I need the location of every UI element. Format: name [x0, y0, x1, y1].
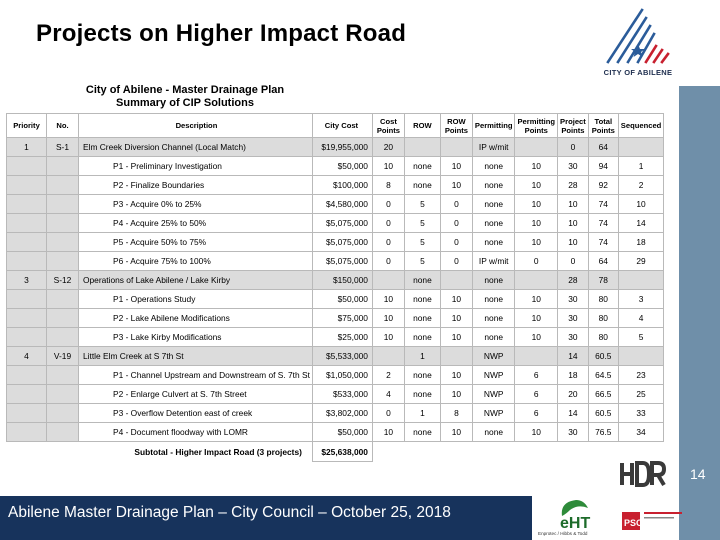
- cell-row: none: [404, 423, 440, 442]
- cell-project-points: 10: [558, 195, 589, 214]
- cell-total-points: 74: [588, 214, 618, 233]
- cell-permitting: none: [472, 328, 515, 347]
- cell-no: S-1: [47, 138, 79, 157]
- cell-priority: [7, 404, 47, 423]
- cell-permitting-points: 10: [515, 195, 558, 214]
- project-row: [7, 347, 664, 366]
- cell-cost-points: 10: [372, 423, 404, 442]
- subtotal-label: Subtotal - Higher Impact Road (3 projects): [7, 442, 313, 462]
- cell-row-points: 0: [440, 195, 472, 214]
- cell-permitting: NWP: [472, 347, 515, 366]
- subtotal-row: [7, 442, 664, 462]
- cell-row: none: [404, 385, 440, 404]
- project-row: [7, 138, 664, 157]
- cell-description: Elm Creek Diversion Channel (Local Match): [79, 138, 313, 157]
- cell-city-cost: $3,802,000: [312, 404, 372, 423]
- cell-no: [47, 157, 79, 176]
- phase-row: [7, 404, 664, 423]
- cell-permitting: none: [472, 233, 515, 252]
- cell-priority: [7, 385, 47, 404]
- cell-permitting-points: [515, 138, 558, 157]
- cell-no: V-19: [47, 347, 79, 366]
- cell-row-points: 10: [440, 176, 472, 195]
- subtotal-spacer: [372, 442, 663, 462]
- header-cost-points: Cost Points: [372, 114, 404, 138]
- cell-project-points: 30: [558, 157, 589, 176]
- cell-permitting-points: 10: [515, 214, 558, 233]
- cell-sequenced: 10: [618, 195, 664, 214]
- cell-row: 1: [404, 347, 440, 366]
- cell-permitting: none: [472, 271, 515, 290]
- cell-sequenced: 3: [618, 290, 664, 309]
- cell-total-points: 76.5: [588, 423, 618, 442]
- cell-city-cost: $1,050,000: [312, 366, 372, 385]
- cell-city-cost: $50,000: [312, 423, 372, 442]
- cell-row: none: [404, 290, 440, 309]
- cell-project-points: 14: [558, 347, 589, 366]
- table-header-row: [7, 114, 664, 138]
- cell-cost-points: 0: [372, 252, 404, 271]
- cell-city-cost: $150,000: [312, 271, 372, 290]
- cell-sequenced: 14: [618, 214, 664, 233]
- cell-sequenced: 33: [618, 404, 664, 423]
- cell-cost-points: 20: [372, 138, 404, 157]
- cell-row: 5: [404, 233, 440, 252]
- subtotal-value: $25,638,000: [312, 442, 372, 462]
- cell-sequenced: 29: [618, 252, 664, 271]
- cell-cost-points: 4: [372, 385, 404, 404]
- cell-permitting-points: 10: [515, 309, 558, 328]
- cell-row-points: 10: [440, 157, 472, 176]
- cell-permitting: none: [472, 195, 515, 214]
- cell-city-cost: $100,000: [312, 176, 372, 195]
- cell-sequenced: [618, 347, 664, 366]
- plan-subtitle: Summary of CIP Solutions: [116, 97, 254, 109]
- cell-no: [47, 290, 79, 309]
- cell-total-points: 78: [588, 271, 618, 290]
- phase-row: [7, 176, 664, 195]
- phase-row: [7, 309, 664, 328]
- header-description: Description: [79, 114, 313, 138]
- cell-city-cost: $25,000: [312, 328, 372, 347]
- cell-total-points: 60.5: [588, 404, 618, 423]
- header-sequenced: Sequenced: [618, 114, 664, 138]
- cell-permitting: IP w/mit: [472, 138, 515, 157]
- cell-description: P2 - Enlarge Culvert at S. 7th Street: [79, 385, 313, 404]
- cell-sequenced: 1: [618, 157, 664, 176]
- cell-total-points: 64.5: [588, 366, 618, 385]
- cell-row: [404, 138, 440, 157]
- phase-row: [7, 252, 664, 271]
- table-body: [7, 138, 664, 442]
- cell-description: P6 - Acquire 75% to 100%: [79, 252, 313, 271]
- cell-row-points: 10: [440, 328, 472, 347]
- cip-table-container: [6, 113, 664, 462]
- cell-row-points: [440, 138, 472, 157]
- slide-title: Projects on Higher Impact Road: [36, 20, 407, 47]
- phase-row: [7, 366, 664, 385]
- phase-row: [7, 423, 664, 442]
- cell-permitting: none: [472, 176, 515, 195]
- cell-row-points: [440, 347, 472, 366]
- cell-total-points: 60.5: [588, 347, 618, 366]
- cell-description: P2 - Finalize Boundaries: [79, 176, 313, 195]
- phase-row: [7, 214, 664, 233]
- cell-cost-points: 8: [372, 176, 404, 195]
- cell-description: P4 - Document floodway with LOMR: [79, 423, 313, 442]
- cell-description: P3 - Overflow Detention east of creek: [79, 404, 313, 423]
- cell-row-points: 0: [440, 252, 472, 271]
- cell-sequenced: [618, 138, 664, 157]
- hdr-logo-icon: [618, 461, 666, 487]
- cell-city-cost: $75,000: [312, 309, 372, 328]
- cell-permitting-points: 10: [515, 423, 558, 442]
- cell-row: none: [404, 309, 440, 328]
- cell-project-points: 14: [558, 404, 589, 423]
- cell-no: [47, 176, 79, 195]
- cell-row: 5: [404, 252, 440, 271]
- svg-text:eHT: eHT: [560, 515, 591, 532]
- header-permitting-points: Permitting Points: [515, 114, 558, 138]
- cell-city-cost: $5,533,000: [312, 347, 372, 366]
- cell-project-points: 28: [558, 271, 589, 290]
- cell-cost-points: 0: [372, 214, 404, 233]
- cell-total-points: 80: [588, 290, 618, 309]
- cell-no: [47, 195, 79, 214]
- cell-row-points: 10: [440, 385, 472, 404]
- cell-priority: [7, 309, 47, 328]
- cell-sequenced: 5: [618, 328, 664, 347]
- cell-no: [47, 328, 79, 347]
- phase-row: [7, 290, 664, 309]
- cell-city-cost: $4,580,000: [312, 195, 372, 214]
- cell-project-points: 10: [558, 233, 589, 252]
- cell-description: P1 - Operations Study: [79, 290, 313, 309]
- cell-total-points: 66.5: [588, 385, 618, 404]
- cell-description: P2 - Lake Abilene Modifications: [79, 309, 313, 328]
- cell-sequenced: 4: [618, 309, 664, 328]
- plan-header: [60, 84, 310, 110]
- cell-project-points: 0: [558, 138, 589, 157]
- cell-permitting: none: [472, 157, 515, 176]
- cell-priority: [7, 366, 47, 385]
- cell-permitting: none: [472, 290, 515, 309]
- cell-row: none: [404, 271, 440, 290]
- cell-description: P5 - Acquire 50% to 75%: [79, 233, 313, 252]
- cell-row: none: [404, 157, 440, 176]
- cell-total-points: 80: [588, 328, 618, 347]
- cell-priority: [7, 290, 47, 309]
- cell-permitting: IP w/mit: [472, 252, 515, 271]
- cell-no: [47, 233, 79, 252]
- cell-cost-points: [372, 271, 404, 290]
- cell-total-points: 80: [588, 309, 618, 328]
- cell-cost-points: [372, 347, 404, 366]
- cell-no: [47, 404, 79, 423]
- cell-city-cost: $5,075,000: [312, 214, 372, 233]
- cell-permitting-points: 6: [515, 404, 558, 423]
- cell-row: 5: [404, 195, 440, 214]
- cell-sequenced: 23: [618, 366, 664, 385]
- cell-row: 5: [404, 214, 440, 233]
- cell-priority: 3: [7, 271, 47, 290]
- cell-cost-points: 10: [372, 290, 404, 309]
- cell-total-points: 64: [588, 252, 618, 271]
- cell-row-points: 0: [440, 233, 472, 252]
- cell-project-points: 30: [558, 423, 589, 442]
- cell-row: 1: [404, 404, 440, 423]
- cip-summary-table: [6, 113, 664, 462]
- cell-city-cost: $50,000: [312, 157, 372, 176]
- header-city-cost: City Cost: [312, 114, 372, 138]
- cell-row-points: 0: [440, 214, 472, 233]
- cell-permitting: NWP: [472, 366, 515, 385]
- header-total-points: Total Points: [588, 114, 618, 138]
- header-priority: Priority: [7, 114, 47, 138]
- eht-logo-icon: [554, 498, 600, 534]
- footer-bar: [0, 496, 532, 540]
- cell-priority: [7, 195, 47, 214]
- cell-permitting: NWP: [472, 404, 515, 423]
- city-of-abilene-logo-text: CITY OF ABILENE: [603, 68, 673, 77]
- cell-priority: [7, 423, 47, 442]
- cell-description: P3 - Lake Kirby Modifications: [79, 328, 313, 347]
- cell-project-points: 18: [558, 366, 589, 385]
- cell-row-points: 10: [440, 423, 472, 442]
- psc-logo-icon: [620, 506, 684, 532]
- cell-priority: 1: [7, 138, 47, 157]
- cell-row: none: [404, 366, 440, 385]
- cell-description: P4 - Acquire 25% to 50%: [79, 214, 313, 233]
- cell-row: none: [404, 176, 440, 195]
- cell-sequenced: 2: [618, 176, 664, 195]
- cell-row-points: 8: [440, 404, 472, 423]
- cell-project-points: 30: [558, 309, 589, 328]
- header-project-points: Project Points: [558, 114, 589, 138]
- cell-description: P1 - Channel Upstream and Downstream of S. 7th St: [79, 366, 313, 385]
- cell-city-cost: $5,075,000: [312, 233, 372, 252]
- cell-priority: [7, 176, 47, 195]
- cell-project-points: 0: [558, 252, 589, 271]
- cell-permitting-points: 10: [515, 157, 558, 176]
- cell-permitting-points: 6: [515, 385, 558, 404]
- eht-logo-caption: Enprotec / Hibbs & Todd: [538, 531, 588, 536]
- cell-cost-points: 10: [372, 328, 404, 347]
- cell-sequenced: 34: [618, 423, 664, 442]
- cell-sequenced: 18: [618, 233, 664, 252]
- cell-description: Operations of Lake Abilene / Lake Kirby: [79, 271, 313, 290]
- cell-project-points: 28: [558, 176, 589, 195]
- cell-sequenced: 25: [618, 385, 664, 404]
- cell-permitting-points: [515, 347, 558, 366]
- phase-row: [7, 233, 664, 252]
- cell-permitting: none: [472, 423, 515, 442]
- cell-permitting: NWP: [472, 385, 515, 404]
- cell-total-points: 74: [588, 233, 618, 252]
- plan-title: City of Abilene - Master Drainage Plan: [85, 84, 285, 96]
- slide-number: 14: [690, 466, 706, 482]
- cell-total-points: 94: [588, 157, 618, 176]
- cell-cost-points: 0: [372, 195, 404, 214]
- cell-cost-points: 2: [372, 366, 404, 385]
- cell-city-cost: $533,000: [312, 385, 372, 404]
- cell-priority: [7, 214, 47, 233]
- cell-cost-points: 0: [372, 404, 404, 423]
- cell-description: P3 - Acquire 0% to 25%: [79, 195, 313, 214]
- cell-no: [47, 252, 79, 271]
- header-permitting: Permitting: [472, 114, 515, 138]
- cell-permitting: none: [472, 214, 515, 233]
- cell-no: [47, 385, 79, 404]
- header-row-points: ROW Points: [440, 114, 472, 138]
- phase-row: [7, 385, 664, 404]
- cell-permitting-points: 10: [515, 176, 558, 195]
- cell-cost-points: 10: [372, 157, 404, 176]
- cell-sequenced: [618, 271, 664, 290]
- cell-description: Little Elm Creek at S 7th St: [79, 347, 313, 366]
- cell-project-points: 30: [558, 290, 589, 309]
- cell-permitting-points: 0: [515, 252, 558, 271]
- cell-permitting-points: 10: [515, 290, 558, 309]
- cell-row: none: [404, 328, 440, 347]
- cell-cost-points: 10: [372, 309, 404, 328]
- cell-total-points: 64: [588, 138, 618, 157]
- project-row: [7, 271, 664, 290]
- cell-row-points: 10: [440, 309, 472, 328]
- cell-priority: [7, 252, 47, 271]
- cell-row-points: [440, 271, 472, 290]
- header-no: No.: [47, 114, 79, 138]
- cell-description: P1 - Preliminary Investigation: [79, 157, 313, 176]
- cell-row-points: 10: [440, 366, 472, 385]
- cell-permitting-points: 10: [515, 328, 558, 347]
- cell-priority: [7, 233, 47, 252]
- cell-row-points: 10: [440, 290, 472, 309]
- cell-permitting: none: [472, 309, 515, 328]
- cell-no: S-12: [47, 271, 79, 290]
- cell-city-cost: $50,000: [312, 290, 372, 309]
- cell-priority: [7, 157, 47, 176]
- cell-cost-points: 0: [372, 233, 404, 252]
- phase-row: [7, 195, 664, 214]
- cell-project-points: 10: [558, 214, 589, 233]
- footer-text: Abilene Master Drainage Plan – City Council – October 25, 2018: [8, 504, 451, 521]
- cell-no: [47, 214, 79, 233]
- cell-priority: [7, 328, 47, 347]
- cell-no: [47, 366, 79, 385]
- cell-project-points: 30: [558, 328, 589, 347]
- cell-priority: 4: [7, 347, 47, 366]
- phase-row: [7, 157, 664, 176]
- svg-text:PSC: PSC: [624, 518, 643, 528]
- cell-total-points: 92: [588, 176, 618, 195]
- cell-no: [47, 423, 79, 442]
- cell-permitting-points: 6: [515, 366, 558, 385]
- cell-city-cost: $5,075,000: [312, 252, 372, 271]
- cell-permitting-points: 10: [515, 233, 558, 252]
- cell-permitting-points: [515, 271, 558, 290]
- cell-no: [47, 309, 79, 328]
- cell-project-points: 20: [558, 385, 589, 404]
- cell-city-cost: $19,955,000: [312, 138, 372, 157]
- side-bar-cap: [679, 0, 720, 86]
- cell-total-points: 74: [588, 195, 618, 214]
- phase-row: [7, 328, 664, 347]
- header-row: ROW: [404, 114, 440, 138]
